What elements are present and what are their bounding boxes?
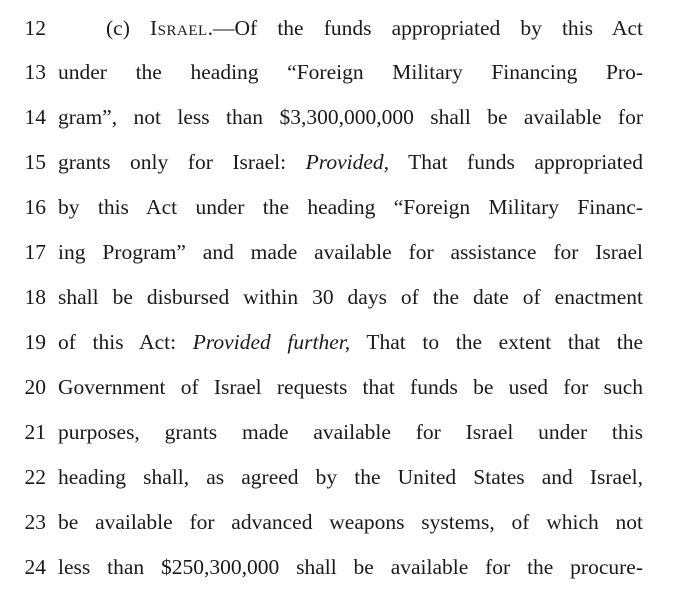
line-17	[0, 230, 680, 274]
line-18	[0, 275, 680, 319]
text-run: of this Act:	[58, 330, 193, 354]
line-text: purposes, grants made available for Israel under this	[58, 420, 643, 444]
line-number: 20	[24, 375, 46, 399]
line-number: 12	[24, 16, 46, 40]
line-text: be available for advanced weapons systems, of which not	[58, 510, 643, 534]
line-16	[0, 185, 680, 229]
line-23	[0, 500, 680, 544]
line-number: 23	[24, 510, 46, 534]
line-text: less than $250,300,000 shall be available for the procure-	[58, 555, 643, 579]
line-14	[0, 95, 680, 139]
line-number: 19	[24, 330, 46, 354]
line-19	[0, 320, 680, 364]
line-text	[58, 320, 643, 364]
text-run: That to the extent that the	[350, 330, 643, 354]
line-text: gram”, not less than $3,300,000,000 shall be available for	[58, 105, 643, 129]
line-number: 15	[24, 150, 46, 174]
line-number: 13	[24, 60, 46, 84]
text-run: grants only for Israel:	[58, 150, 306, 174]
text-run: .—Of the funds appropriated by this Act	[207, 16, 643, 40]
line-text	[58, 6, 643, 50]
line-13	[0, 50, 680, 94]
subsection-heading: Israel	[149, 16, 208, 40]
proviso-term: Provided,	[305, 150, 390, 174]
line-text: Government of Israel requests that funds be used for such	[58, 375, 643, 399]
line-number: 16	[24, 195, 46, 219]
line-20	[0, 365, 680, 409]
line-text: shall be disbursed within 30 days of the date of enactment	[58, 285, 643, 309]
line-text	[58, 140, 643, 184]
line-number: 17	[24, 240, 46, 264]
line-text: heading shall, as agreed by the United States and Israel,	[58, 465, 643, 489]
line-24	[0, 545, 680, 589]
line-number: 18	[24, 285, 46, 309]
text-run: That funds appropriated	[389, 150, 643, 174]
line-21	[0, 410, 680, 454]
line-text: ing Program” and made available for assistance for Israel	[58, 240, 643, 264]
line-12	[0, 6, 680, 50]
subsection-label: (c)	[106, 16, 150, 40]
line-text: by this Act under the heading “Foreign Military Financ-	[58, 195, 643, 219]
line-22	[0, 455, 680, 499]
line-number: 24	[24, 555, 46, 579]
line-number: 21	[24, 420, 46, 444]
line-15	[0, 140, 680, 184]
proviso-term: Provided further,	[192, 330, 351, 354]
line-text: under the heading “Foreign Military Financing Pro-	[58, 60, 643, 84]
line-number: 22	[24, 465, 46, 489]
line-number: 14	[24, 105, 46, 129]
